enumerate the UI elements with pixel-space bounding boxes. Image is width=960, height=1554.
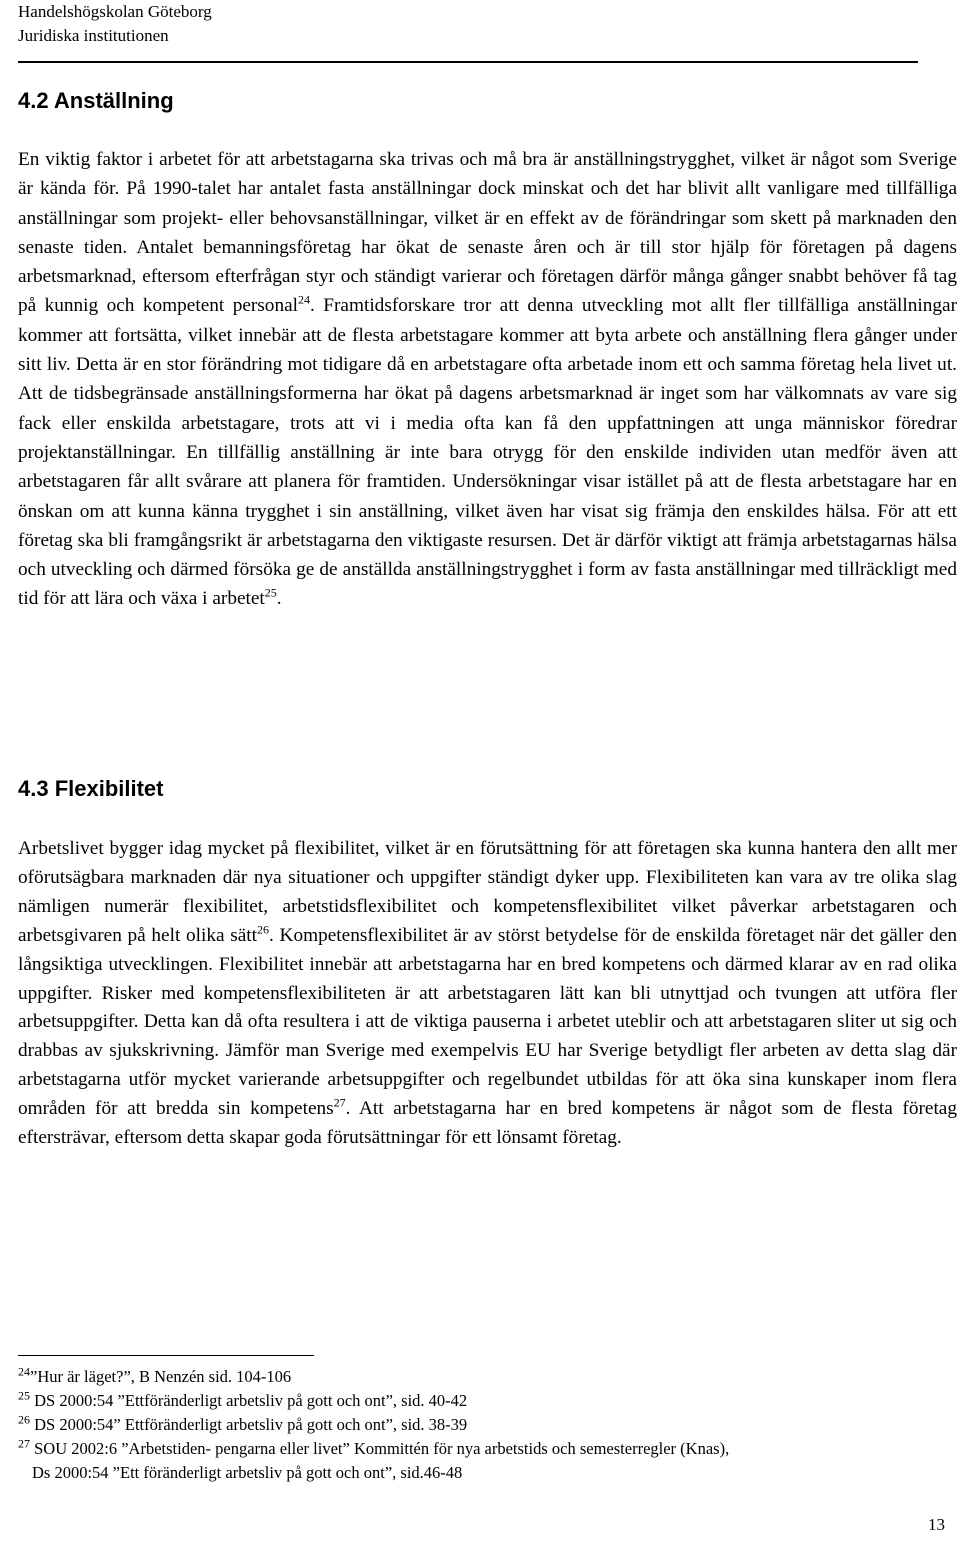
page-header [18,0,212,48]
footnote-text: DS 2000:54 ”Ettföränderligt arbetsliv på gott och ont”, sid. 40-42 [30,1391,468,1410]
paragraph-text: . Framtidsforskare tror att denna utveckling mot allt fler tillfälliga anställningar kommer att fortsätta, vilket innebär att de flesta arbetstagare kommer att byta arbete och anställning flera gånger under sitt liv. Detta är en stor förändring mot tidigare då en arbetstagare ofta arbetade inom ett och samma företag hela livet ut. Att de tidsbegränsade anställningsformerna har ökat på dagens arbetsmarknad är inget som har välkomnats av vare sig fack eller enskilda arbetstagare, trots att vi i media ofta kan få den uppfattningen att unga människor föredrar projektanställningar. En tillfällig anställning är inte bara otrygg för den enskilde individen utan medför även att arbetstagaren får allt svårare att planera för framtiden. Undersökningar visar istället på att de flesta arbetstagare har en önskan om att kunna känna trygghet i sin anställning, vilket även har visat sig främja den enskildes hälsa. För att ett företag ska bli framgångsrikt är arbetstagarna den viktigaste resursen. Det är därför viktigt att främja arbetstagarnas hälsa och utveckling och därmed försöka ge de anställda anställningstrygghet i form av fasta anställningar med tillräckligt med tid för att lära och växa i arbetet [18,295,957,610]
footnote-text: ”Hur är läget?”, B Nenzén sid. 104-106 [30,1367,292,1386]
footnotes [18,1365,948,1485]
footnote-divider [18,1355,314,1356]
footnote [18,1389,948,1413]
footnote-ref: 25 [264,586,277,601]
footnote-ref: 26 [257,922,270,937]
footnote [18,1365,948,1389]
paragraph-text: . Att arbetstagarna har en bred kompetens är något som de flesta företag eftersträvar, eftersom detta skapar goda förutsättningar för ett lönsamt företag. [18,1098,957,1149]
footnote-number: 25 [18,1388,30,1403]
footnote-number: 24 [18,1364,30,1379]
footnote-text: SOU 2002:6 ”Arbetstiden- pengarna eller livet” Kommittén för nya arbetstids och semesterregler (Knas), [30,1439,730,1458]
page-number: 13 [928,1515,945,1534]
footnote-number: 27 [18,1436,30,1451]
header-school: Handelshögskolan Göteborg [18,2,212,21]
footnote-ref: 27 [333,1095,346,1110]
footnote [18,1437,948,1485]
section-heading-anstallning: 4.2 Anställning [18,88,174,113]
footnote-number: 26 [18,1412,30,1427]
paragraph-text: Arbetslivet bygger idag mycket på flexibilitet, vilket är en förutsättning för att företagen ska kunna hantera den allt mer oförutsägbara marknaden där nya situationer och uppgifter ständigt dyker upp. Flexibiliteten kan vara av tre olika slag nämligen numerär flexibilitet, arbetstidsflexibilitet och kompetensflexibilitet vilket påverkar arbetstagaren och arbetsgivaren på helt olika sätt [18,838,957,946]
paragraph-text: . Kompetensflexibilitet är av störst betydelse för de enskilda företaget när det gäller den långsiktiga utvecklingen. Flexibilitet innebär att arbetstagarna har en bred kompetens och därmed klarar av en rad olika uppgifter. Risker med kompetensflexibiliteten är att arbetstagaren lätt kan bli utnyttjad och tvungen att utföra fler arbetsuppgifter. Detta kan då ofta resultera i att de viktiga pauserna i arbetet uteblir och att arbetstagaren sliter ut sig och drabbas av sjukskrivning. Jämför man Sverige med exempelvis EU har Sverige betydligt fler arbeten av detta slag där arbetstagarna utför mycket varierande arbetsuppgifter och regelbundet utbildas för att öka sina kunskaper inom flera områden för att bredda sin kompetens [18,924,957,1120]
footnote-ref: 24 [298,293,311,308]
paragraph-text: En viktig faktor i arbetet för att arbetstagarna ska trivas och må bra är anställningstrygghet, vilket är något som Sverige är kända för. På 1990-talet har antalet fasta anställningar dock minskat och det har blivit allt vanligare med tillfälliga anställningar som projekt- eller behovsanställningar, vilket är en effekt av de förändringar som skett på marknaden den senaste tiden. Antalet bemanningsföretag har ökat de senaste åren och är till stor hjälp för företagen på dagens arbetsmarknad, eftersom efterfrågan styr och ständigt varierar och företagen därför många gånger snabbt behöver få tag på kunnig och kompetent personal [18,149,957,317]
footnote [18,1413,948,1437]
section-paragraph-anstallning [18,145,957,614]
footnote-continuation: Ds 2000:54 ”Ett föränderligt arbetsliv på gott och ont”, sid.46-48 [32,1463,463,1482]
section-paragraph-flexibilitet [18,835,957,1153]
paragraph-text: . [276,588,282,610]
header-department: Juridiska institutionen [18,26,169,45]
section-heading-flexibilitet: 4.3 Flexibilitet [18,776,164,801]
footnote-text: DS 2000:54” Ettföränderligt arbetsliv på gott och ont”, sid. 38-39 [30,1415,468,1434]
header-divider [18,61,918,63]
